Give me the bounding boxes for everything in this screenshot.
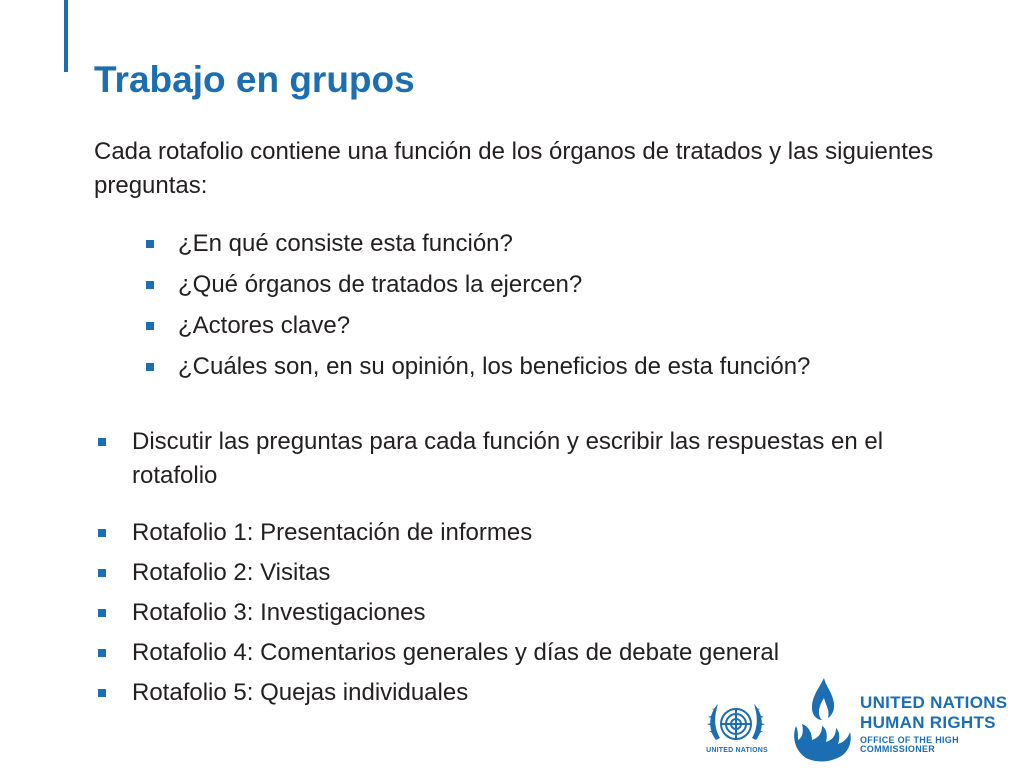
ohchr-logo-text	[860, 694, 1024, 754]
flipchart-text: Rotafolio 5: Quejas individuales	[132, 679, 469, 706]
ohchr-line-un: UNITED NATIONS	[860, 693, 1008, 712]
square-bullet-icon	[146, 363, 154, 371]
instruction-list	[132, 425, 972, 493]
square-bullet-icon	[98, 438, 106, 446]
square-bullet-icon	[98, 649, 106, 657]
flipchart-text: Rotafolio 2: Visitas	[132, 559, 331, 586]
square-bullet-icon	[146, 240, 154, 248]
question-text: ¿Cuáles son, en su opinión, los beneficios de esta función?	[178, 353, 811, 380]
flipchart-text: Rotafolio 3: Investigaciones	[132, 599, 426, 626]
list-item	[132, 516, 972, 550]
list-item	[132, 556, 972, 590]
square-bullet-icon	[98, 609, 106, 617]
un-logo-label: UNITED NATIONS	[706, 747, 768, 754]
question-text: ¿Actores clave?	[178, 312, 351, 339]
list-item	[178, 309, 978, 343]
ohchr-line-hr: HUMAN RIGHTS	[860, 713, 996, 732]
intro-text: Cada rotafolio contiene una función de los órganos de tratados y las siguientes preguntas:	[94, 138, 934, 199]
list-item	[178, 227, 978, 261]
list-item	[178, 268, 978, 302]
question-list	[178, 227, 978, 391]
list-item	[132, 596, 972, 630]
slide-title: Trabajo en grupos	[94, 59, 415, 100]
list-item	[132, 636, 972, 670]
flipchart-text: Rotafolio 1: Presentación de informes	[132, 519, 533, 546]
question-text: ¿Qué órganos de tratados la ejercen?	[178, 271, 583, 298]
question-text: ¿En qué consiste esta función?	[178, 230, 513, 257]
square-bullet-icon	[146, 322, 154, 330]
flipchart-text: Rotafolio 4: Comentarios generales y días de debate general	[132, 639, 780, 666]
square-bullet-icon	[146, 281, 154, 289]
ohchr-line-office: OFFICE OF THE HIGH COMMISSIONER	[860, 735, 959, 754]
instruction-text: Discutir las preguntas para cada función y escribir las respuestas en el rotafolio	[132, 428, 884, 489]
square-bullet-icon	[98, 569, 106, 577]
list-item	[178, 350, 978, 384]
list-item	[132, 425, 972, 493]
square-bullet-icon	[98, 529, 106, 537]
square-bullet-icon	[98, 689, 106, 697]
accent-bar	[64, 0, 68, 72]
flame-hand-icon	[790, 676, 854, 762]
